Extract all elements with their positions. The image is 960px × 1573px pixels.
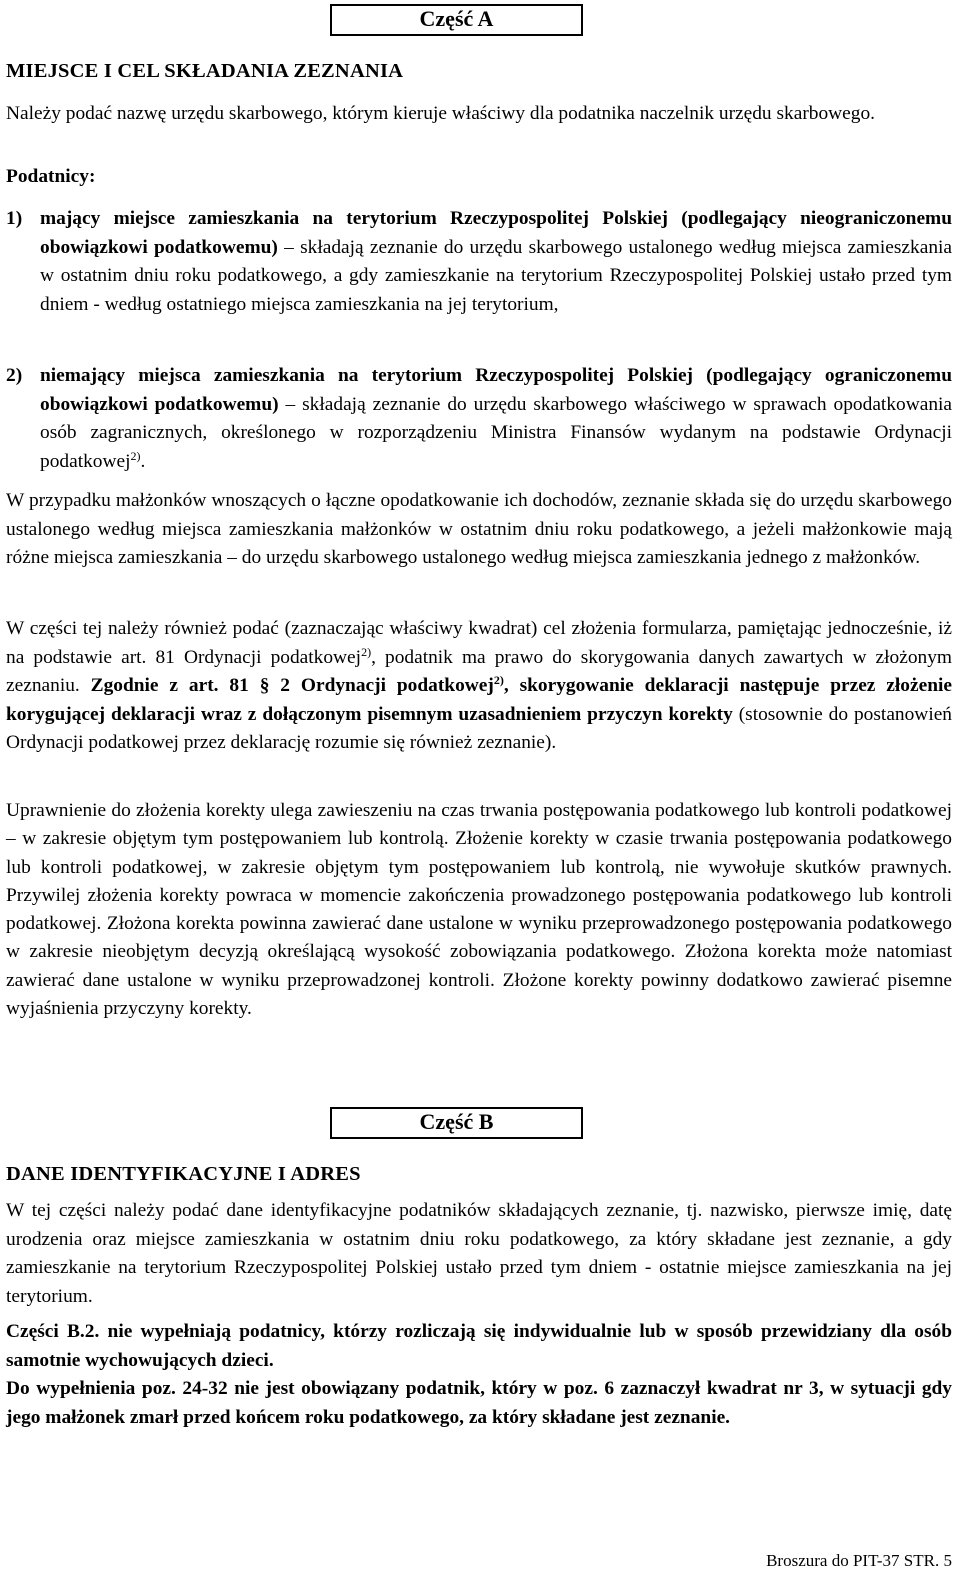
cel-bold-1: Zgodnie z art. 81 § 2 Ordynacji podatkowej (90, 675, 494, 696)
part-a-intro: Należy podać nazwę urzędu skarbowego, którym kieruje właściwy dla podatnika naczelnik urzędu skarbowego. (6, 103, 876, 124)
item-2-number: 2) (6, 365, 23, 386)
part-a-box: Część A (330, 4, 583, 36)
item-2-footnote: 2) (130, 448, 141, 463)
item-1-text (40, 205, 952, 319)
item-2-rest: – składają zeznanie do urzędu skarbowego właściwego w sprawach opodatkowania osób zagranicznych, określonego w rozporządzeniu Ministra Finansów wydanym na podstawie Ordynacji podatkowej (40, 393, 953, 472)
part-b2-note: Części B.2. nie wypełniają podatnicy, którzy rozliczają się indywidualnie lub w sposób przewidziany dla osób samotnie wychowujących dzieci. (6, 1321, 952, 1371)
cel-bold-2: , skorygowanie deklaracji następuje przez złożenie korygującej deklaracji wraz z dołączonym pisemnym uzasadnieniem przyczyn korekty (6, 675, 952, 725)
item-2-bold: niemający miejsca zamieszkania na terytorium Rzeczypospolitej Polskiej (podlegający ograniczonemu obowiązkowi podatkowemu) (40, 365, 952, 415)
cel-text-1: W części tej należy również podać (zaznaczając właściwy kwadrat) cel złożenia formularza, pamiętając jednocześnie, iż na podstawie art. 81 Ordynacji podatkowej (6, 618, 952, 668)
cel-footnote-1: 2) (361, 644, 372, 659)
uprawnienie-paragraph: Uprawnienie do złożenia korekty ulega zawieszeniu na czas trwania postępowania podatkowego lub kontroli podatkowej – w zakresie objętym tym postępowaniem lub kontrolą. Złożenie korekty w czasie trwania postępowania podatkowego lub kontroli podatkowej, w zakresie objętym tym postępowaniem lub kontrolą, nie wywołuje skutków prawnych. Przywilej złożenia korekty powraca w momencie zakończenia prowadzonego postępowania podatkowego lub kontroli podatkowej. Złożona korekta powinna zawierać dane ustalone w wyniku przeprowadzonego postępowania podatkowego w zakresie nieobjętym decyzją określającą wysokość zobowiązania podatkowego. Złożona korekta może natomiast zawierać dane ustalone w wyniku przeprowadzonej kontroli. Złożone korekty powinny dodatkowo zawierać pisemne wyjaśnienia przyczyny korekty. (6, 800, 952, 1020)
part-b-intro: W tej części należy podać dane identyfikacyjne podatników składających zeznanie, tj. nazwisko, pierwsze imię, datę urodzenia oraz miejsce zamieszkania w ostatnim dniu roku podatkowego, za który składane jest zeznanie, a gdy zamieszkanie na terytorium Rzeczypospolitej Polskiej ustało przed tym dniem - ostatnie miejsce zamieszkania na jej terytorium. (6, 1200, 952, 1307)
page-footer: Broszura do PIT-37 STR. 5 (766, 1551, 952, 1570)
item-1-rest: – składają zeznanie do urzędu skarbowego ustalonego według miejsca zamieszkania w ostatnim dniu roku podatkowego, a gdy zamieszkanie na terytorium Rzeczypospolitej Polskiej ustało przed tym dniem - według ostatniego miejsca zamieszkania na jej terytorium, (40, 236, 953, 315)
item-1-number: 1) (6, 208, 23, 229)
cel-text-3: (stosownie do postanowień Ordynacji podatkowej przez deklarację rozumie się również zeznanie). (6, 703, 953, 753)
cel-text-2: , podatnik ma prawo do skorygowania danych zawartych w złożonym zeznaniu. (6, 646, 952, 696)
poz-note: Do wypełnienia poz. 24-32 nie jest obowiązany podatnik, który w poz. 6 zaznaczył kwadrat nr 3, w sytuacji gdy jego małżonek zmarł przed końcem roku podatkowego, za który składane jest zeznanie. (6, 1378, 952, 1428)
part-a-heading: MIEJSCE I CEL SKŁADANIA ZEZNANIA (6, 60, 404, 82)
part-b-box: Część B (330, 1107, 583, 1139)
item-2-end: . (140, 450, 146, 472)
podatnicy-label: Podatnicy: (6, 166, 96, 187)
item-1-bold: mający miejsce zamieszkania na terytorium Rzeczypospolitej Polskiej (podlegający nieograniczonemu obowiązkowi podatkowemu) (40, 208, 952, 258)
malzonkowie-paragraph: W przypadku małżonków wnoszących o łączne opodatkowanie ich dochodów, zeznanie składa się do urzędu skarbowego ustalonego według miejsca zamieszkania małżonków w ostatnim dniu roku podatkowego, a jeżeli małżonkowie mają różne miejsca zamieszkania – do urzędu skarbowego ustalonego według miejsca zamieszkania jednego z małżonków. (6, 490, 952, 568)
cel-paragraph (6, 615, 952, 758)
item-2-text (40, 362, 952, 476)
cel-footnote-2: 2) (493, 673, 504, 687)
part-b-heading: DANE IDENTYFIKACYJNE I ADRES (6, 1163, 361, 1185)
